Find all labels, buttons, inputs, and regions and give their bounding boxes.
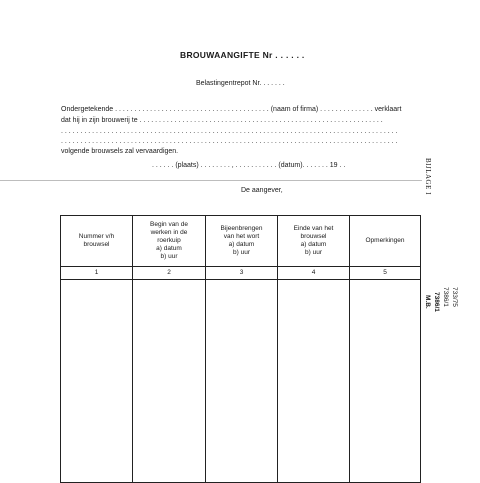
- column-number: 3: [206, 267, 278, 280]
- table-cell[interactable]: [206, 280, 278, 483]
- declaration-line-2: [61, 117, 383, 124]
- column-header: Opmerkingen: [350, 216, 421, 267]
- table-cell[interactable]: [350, 280, 421, 483]
- dots: . . . . . . . . . . . . . . . . . . . . . . . . . . . . . . . . . . . . . . . .: [115, 106, 269, 113]
- column-header: Nummer v/h brouwsel: [61, 216, 133, 267]
- entrepot-number: Belastingentrepot Nr. . . . . . .: [196, 80, 285, 87]
- side-code: 733/75: [451, 287, 458, 307]
- column-number-row: [61, 267, 421, 280]
- column-number: 4: [278, 267, 350, 280]
- undersigned-label: Ondergetekende: [61, 106, 114, 113]
- side-code: M.B.: [424, 295, 431, 309]
- firm-label: (naam of firma): [270, 106, 319, 113]
- table-header-row: [61, 216, 421, 267]
- side-code: 7386/1: [442, 287, 449, 307]
- column-header: Einde van het brouwsel a) datum b) uur: [278, 216, 350, 267]
- brewery-label: dat hij in zijn brouwerij te: [61, 117, 138, 124]
- dots: . . . . . . . . . . . . . .: [320, 106, 373, 113]
- table-cell[interactable]: [133, 280, 206, 483]
- column-number: 1: [61, 267, 133, 280]
- table-cell[interactable]: [61, 280, 133, 483]
- page-title: BROUWAANGIFTE Nr . . . . . .: [180, 50, 305, 60]
- side-label: BIJLAGE I: [424, 158, 432, 195]
- column-number: 2: [133, 267, 206, 280]
- declaration-line-3: . . . . . . . . . . . . . . . . . . . . . . . . . . . . . . . . . . . . . . . . . . . . . . . . . . . . . . . . . . . . . . . . . . . . . . . . . . . . . . . . . . . . . . .: [61, 128, 398, 135]
- table-body-row: [61, 280, 421, 483]
- brew-table: [60, 215, 421, 483]
- declaration-line-5: volgende brouwsels zal vervaardigen.: [61, 148, 179, 155]
- dots: . . . . . . . . . . . . . . . . . . . . . . . . . . . . . . . . . . . . . . . . . . . . . . . . . . . . . . . . . . . . . . .: [139, 117, 383, 124]
- declaration-line-1: [61, 106, 401, 113]
- column-header: Bijeenbrengen van het wort a) datum b) uur: [206, 216, 278, 267]
- page-divider: [0, 180, 422, 181]
- signature-label: De aangever,: [241, 187, 283, 194]
- side-code: 7386/1: [433, 292, 440, 312]
- declaration-line-4: . . . . . . . . . . . . . . . . . . . . . . . . . . . . . . . . . . . . . . . . . . . . . . . . . . . . . . . . . . . . . . . . . . . . . . . . . . . . . . . . . . . . . . .: [61, 138, 398, 145]
- place-date-line: . . . . . . (plaats) . . . . . . . . , . . . . . . . . . . . (datum). . . . . . . 19 . .: [152, 162, 346, 169]
- column-number: 5: [350, 267, 421, 280]
- declares-label: verklaart: [374, 106, 402, 113]
- column-header: Begin van de werken in de roerkuip a) datum b) uur: [133, 216, 206, 267]
- table-cell[interactable]: [278, 280, 350, 483]
